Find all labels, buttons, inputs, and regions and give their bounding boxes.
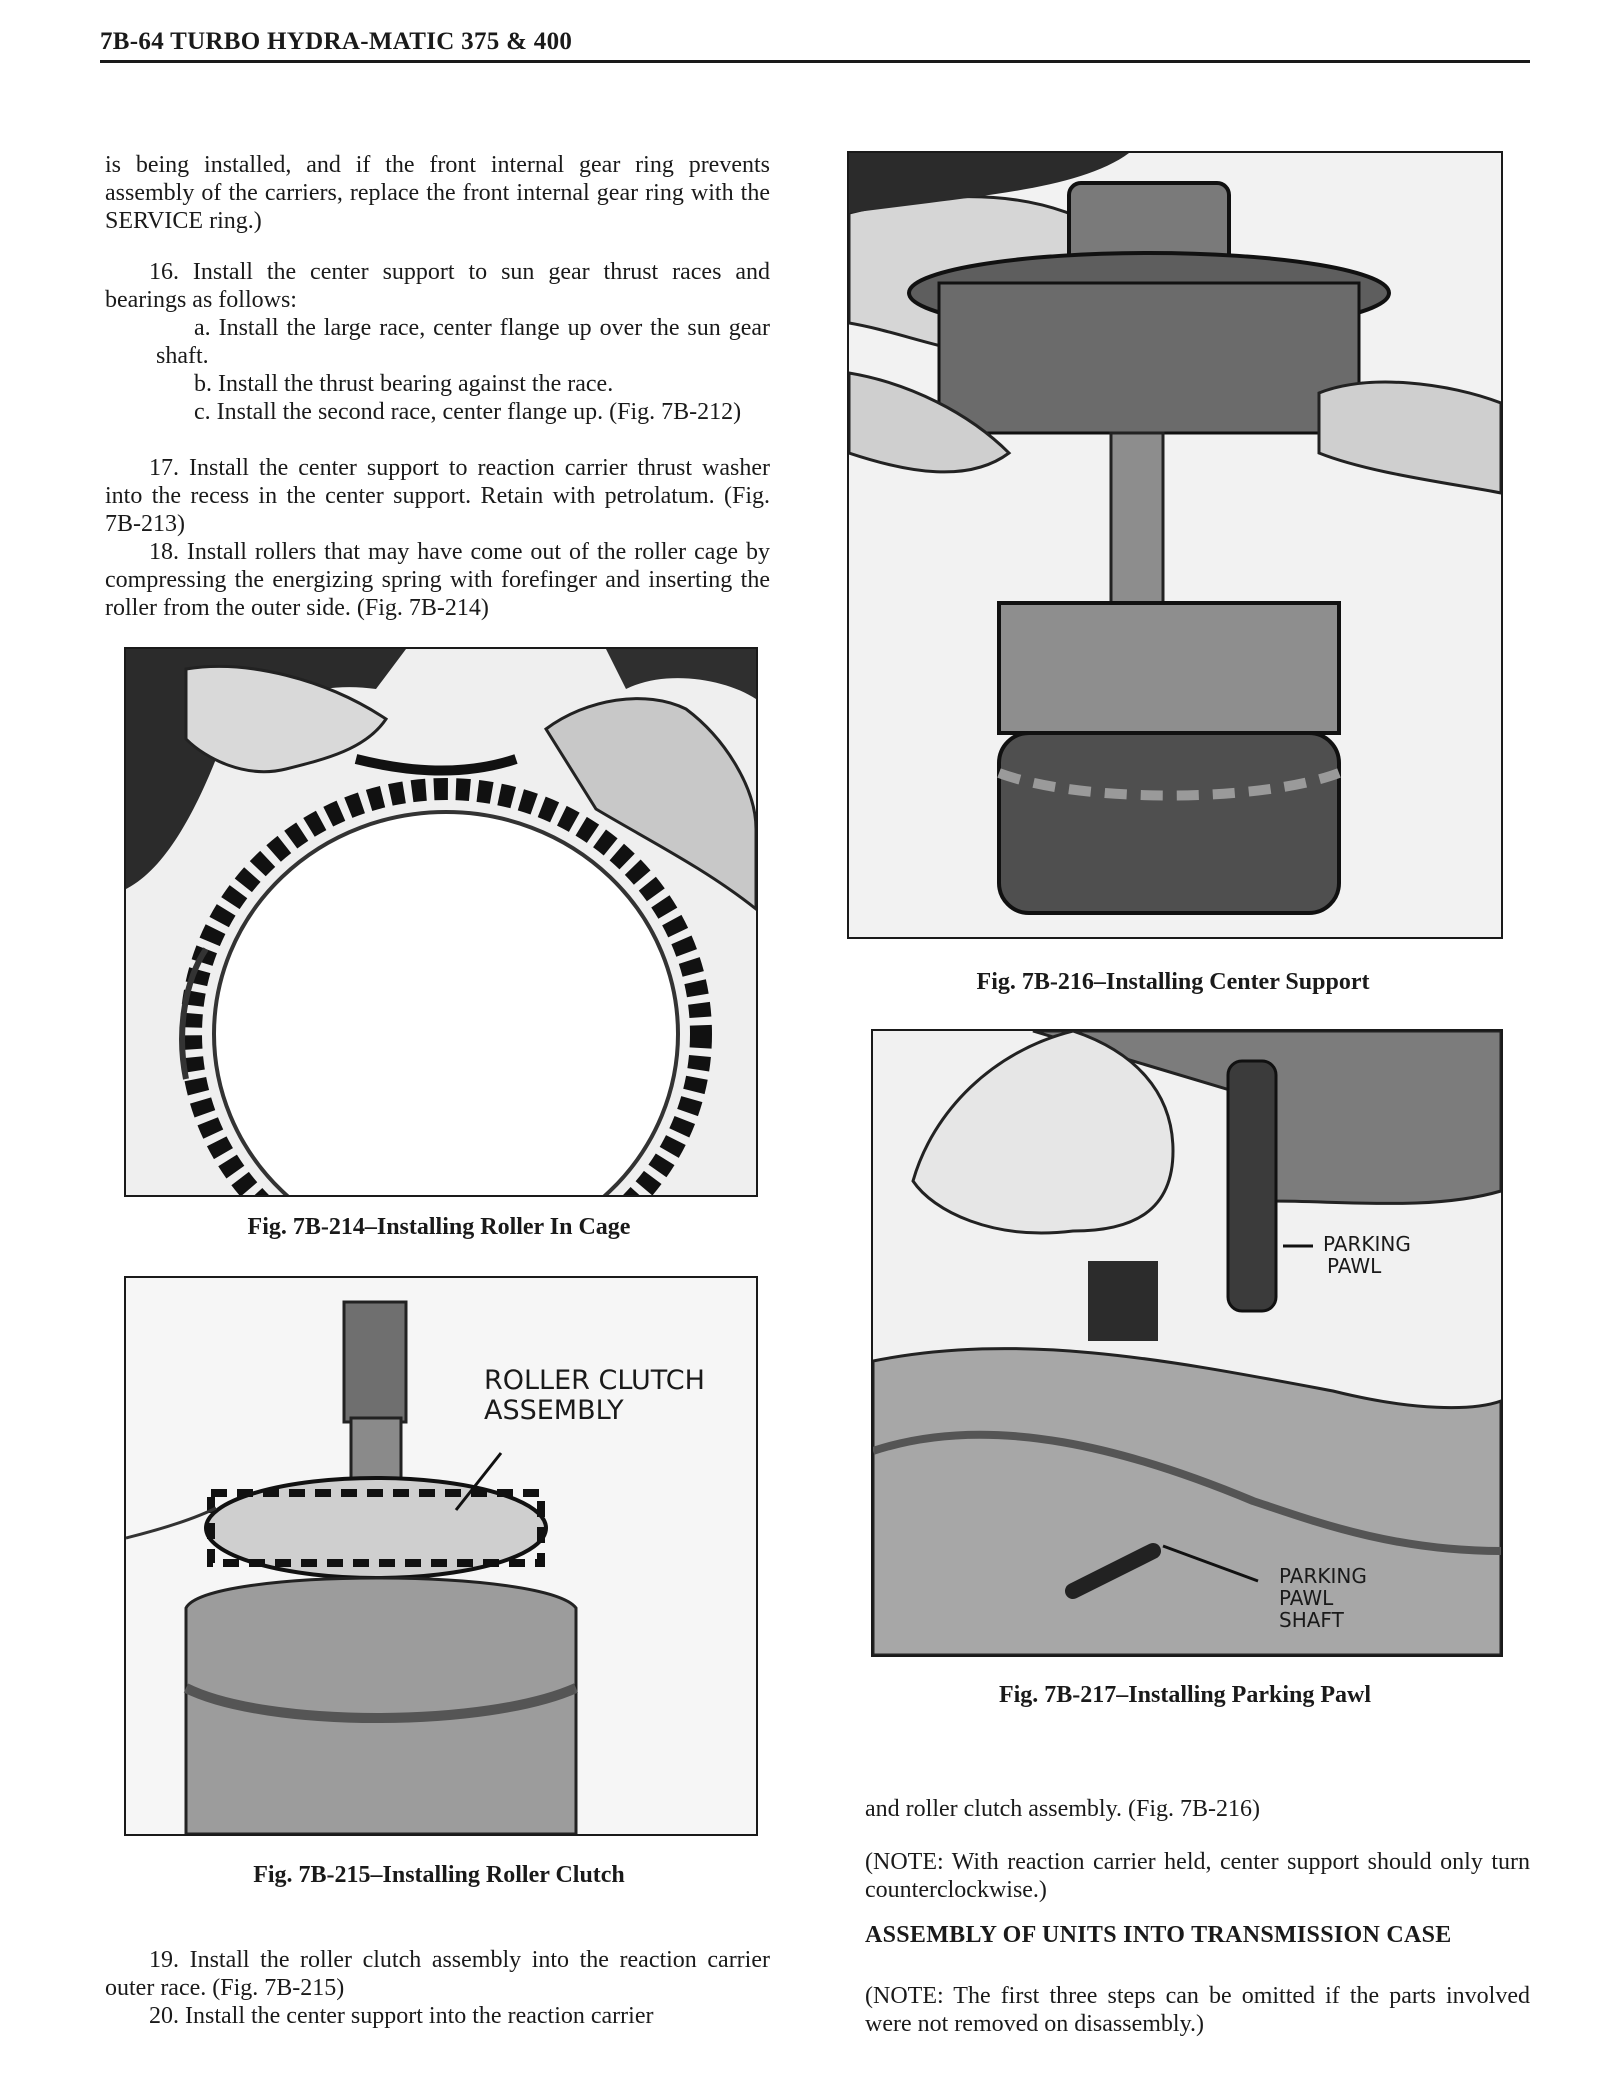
figure-214-photo	[124, 647, 758, 1197]
step-17: 17. Install the center support to reaction carrier thrust washer into the recess in the center support. Retain with petrolatum. (Fig. 7B-213)	[105, 455, 770, 537]
step-19: 19. Install the roller clutch assembly into the reaction carrier outer race. (Fig. 7B-215)	[105, 1947, 770, 2001]
page-header	[100, 28, 1530, 63]
page-header-title: 7B-64 TURBO HYDRA-MATIC 375 & 400	[100, 28, 573, 55]
step-16c: c. Install the second race, center flange up. (Fig. 7B-212)	[194, 399, 742, 425]
step-16a: a. Install the large race, center flange up over the sun gear shaft.	[156, 315, 770, 369]
figure-216-photo	[847, 151, 1503, 939]
parking-pawl-label: PARKING PAWL	[1323, 1232, 1411, 1278]
note-counterclockwise: (NOTE: With reaction carrier held, center support should only turn counterclockwise.)	[865, 1849, 1530, 1903]
step-20: 20. Install the center support into the reaction carrier	[149, 2003, 654, 2029]
figure-217-caption: Fig. 7B-217–Installing Parking Pawl	[998, 1682, 1372, 1708]
step-16b: b. Install the thrust bearing against the race.	[194, 371, 614, 397]
right-continuation: and roller clutch assembly. (Fig. 7B-216)	[865, 1796, 1261, 1822]
step-18: 18. Install rollers that may have come out of the roller cage by compressing the energizing spring with forefinger and inserting the roller from the outer side. (Fig. 7B-214)	[105, 539, 770, 621]
figure-215-caption: Fig. 7B-215–Installing Roller Clutch	[253, 1862, 625, 1888]
center-support-illustration	[849, 153, 1501, 937]
section-heading: ASSEMBLY OF UNITS INTO TRANSMISSION CASE	[865, 1922, 1452, 1948]
figure-216-caption: Fig. 7B-216–Installing Center Support	[976, 969, 1370, 995]
parking-pawl-illustration	[873, 1031, 1501, 1655]
roller-clutch-illustration	[126, 1278, 756, 1834]
roller-cage-illustration	[126, 649, 756, 1195]
intro-paragraph: is being installed, and if the front internal gear ring prevents assembly of the carriers, replace the front internal gear ring with the SERVICE ring.)	[105, 152, 770, 234]
roller-clutch-label: ROLLER CLUTCH ASSEMBLY	[484, 1365, 705, 1426]
figure-215-photo	[124, 1276, 758, 1836]
parking-pawl-shaft-label: PARKING PAWL SHAFT	[1279, 1564, 1367, 1632]
figure-217-photo	[871, 1029, 1503, 1657]
step-16: 16. Install the center support to sun gear thrust races and bearings as follows:	[105, 259, 770, 313]
figure-214-caption: Fig. 7B-214–Installing Roller In Cage	[247, 1214, 631, 1240]
note-first-three-steps: (NOTE: The first three steps can be omitted if the parts involved were not removed on disassembly.)	[865, 1983, 1530, 2037]
